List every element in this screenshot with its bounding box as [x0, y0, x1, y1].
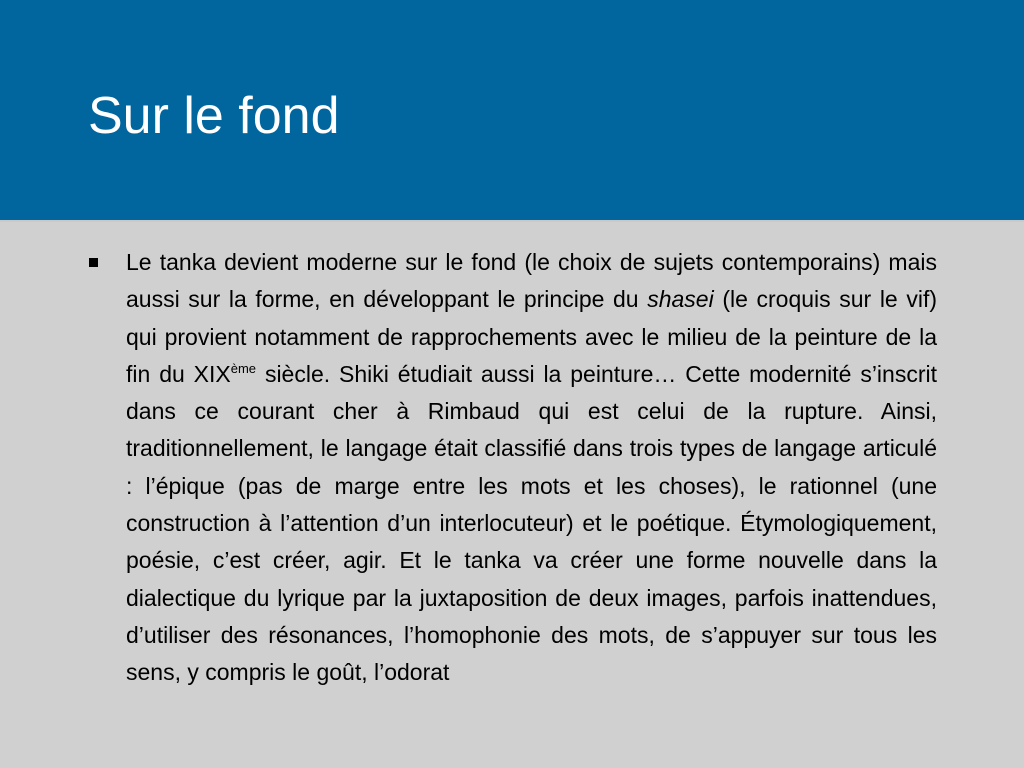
bullet-paragraph [126, 244, 937, 692]
content-area [0, 222, 1024, 768]
square-bullet-icon [89, 258, 98, 267]
slide-title: Sur le fond [88, 87, 340, 145]
paragraph-text-part-2: (le croquis sur le vif) qui provient notamment de rapprochements avec le milieu de la peinture de la fin du XIX [126, 286, 937, 387]
paragraph-text-part-1: Le tanka devient moderne sur le fond (le choix de sujets contemporains) mais aussi sur la forme, en développant le principe du [126, 249, 937, 313]
paragraph-italic-term: shasei [647, 286, 714, 313]
paragraph-text-part-3: siècle. Shiki étudiait aussi la peinture… Cette modernité s’inscrit dans ce courant cher à Rimbaud qui est celui de la rupture. Ainsi, traditionnellement, le langage était classifié dans trois types de langage articulé : l’épique (pas de marge entre les mots et les choses), le rationnel (une construction à l’attention d’un interlocuteur) et le poétique. Étymologiquement, poésie, c’est créer, agir. Et le tanka va créer une forme nouvelle dans la dialectique du lyrique par la juxtaposition de deux images, parfois inattendues, d’utiliser des résonances, l’homophonie des mots, de s’appuyer sur tous les sens, y compris le goût, l’odorat [126, 360, 937, 686]
title-banner [0, 0, 1024, 222]
century-superscript: ème [230, 360, 257, 376]
